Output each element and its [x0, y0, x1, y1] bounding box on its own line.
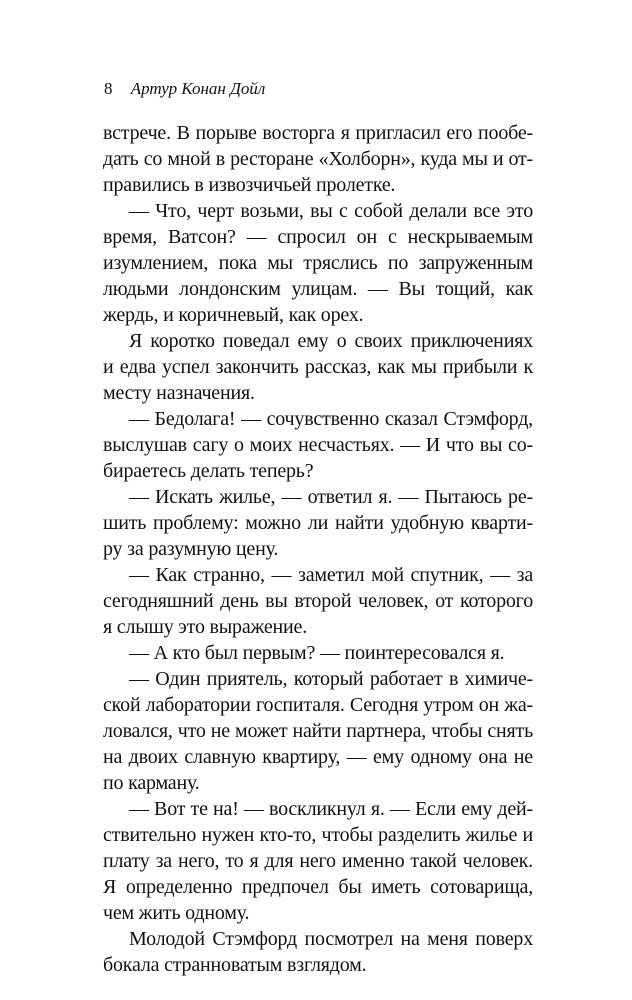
text-line: — Вот те на! — воскликнул я. — Если ему дей- [129, 798, 533, 820]
text-line: и едва успел закончить рассказ, как мы прибыли к [103, 356, 533, 378]
text-line: — А кто был первым? — поинтересовался я. [129, 642, 505, 664]
text-line: — Как странно, — заметил мой спутник, — за [129, 564, 533, 586]
text-line: Молодой Стэмфорд посмотрел на меня поверх [129, 928, 533, 950]
text-line: людьми лондонским улицам. — Вы тощий, как [103, 278, 533, 300]
text-line: я слышу это выражение. [103, 616, 308, 638]
text-line: Я коротко поведал ему о своих приключениях [129, 330, 533, 352]
text-line: плату за него, то я для него именно такой человек. [103, 850, 533, 872]
text-line: месту назначения. [103, 382, 255, 404]
text-line: бираетесь делать теперь? [103, 460, 314, 482]
text-line: шить проблему: можно ли найти удобную кварти- [103, 512, 533, 534]
text-line: правились в извозчичьей пролетке. [103, 174, 396, 196]
body-text [103, 120, 533, 978]
text-line: время, Ватсон? — спросил он с нескрываемым [103, 226, 533, 248]
text-line: Я определенно предпочел бы иметь сотоварища, [103, 876, 533, 898]
text-line: — Бедолага! — сочувственно сказал Стэмфорд, [129, 408, 533, 430]
text-line: бокала странноватым взглядом. [103, 954, 367, 976]
text-line: — Один приятель, который работает в химиче- [129, 668, 533, 690]
text-line: изумлением, пока мы тряслись по запруженным [103, 252, 533, 274]
running-header-author: Артур Конан Дойл [130, 79, 266, 98]
text-line: выслушав сагу о моих несчастьях. — И что вы со- [103, 434, 533, 456]
text-line: ловался, что не может найти партнера, чтобы снять [103, 720, 533, 742]
text-line: жердь, и коричневый, как орех. [103, 304, 364, 326]
text-line: на двоих славную квартиру, — ему одному она не [103, 746, 533, 768]
text-line: ской лаборатории госпиталя. Сегодня утром он жа- [103, 694, 533, 716]
text-line: ствительно нужен кто-то, чтобы разделить жилье и [103, 824, 533, 846]
text-line: сегодняшний день вы второй человек, от которого [103, 590, 533, 612]
text-line: по карману. [103, 772, 200, 794]
text-line: — Что, черт возьми, вы с собой делали все это [129, 200, 533, 222]
text-line: чем жить одному. [103, 902, 250, 924]
text-line: — Искать жилье, — ответил я. — Пытаюсь ре- [129, 486, 533, 508]
text-line: ру за разумную цену. [103, 538, 279, 560]
page-number: 8 [104, 79, 113, 98]
text-line: встрече. В порыве восторга я пригласил его пообе- [103, 122, 533, 144]
running-header [104, 78, 265, 100]
text-line: дать со мной в ресторане «Холборн», куда мы и от- [103, 148, 533, 170]
